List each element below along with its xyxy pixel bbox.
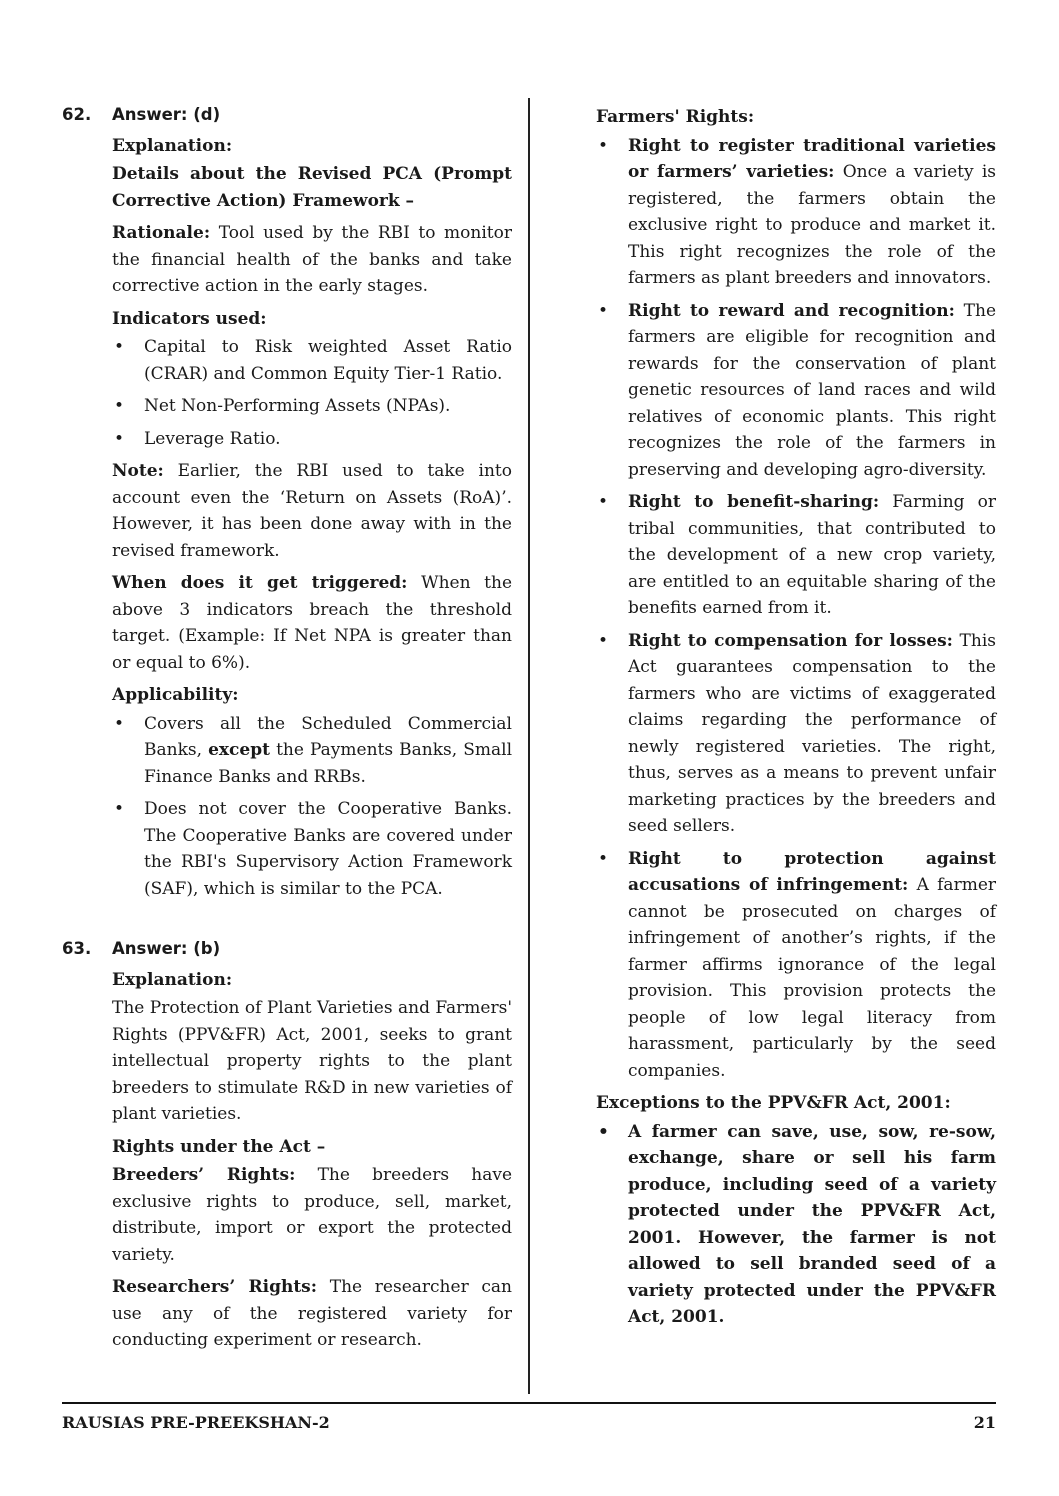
rationale-text: Tool used by the RBI to monitor the financial health of the banks and take corrective action in the early stages. xyxy=(112,223,512,296)
list-item xyxy=(596,298,996,484)
note-text: Earlier, the RBI used to take into account even the ‘Return on Assets (RoA)’. However, it has been done away with in the revised framework. xyxy=(112,461,512,561)
breeders-paragraph xyxy=(112,1162,512,1268)
list-item xyxy=(596,133,996,292)
right-label: Right to protection against accusations of infringement: xyxy=(628,848,996,895)
column-divider xyxy=(528,98,530,1394)
breeders-text: The breeders have exclusive rights to produce, sell, market, distribute, import or export the protected variety. xyxy=(112,1165,513,1265)
list-item: • A farmer can save, use, sow, re-sow, exchange, share or sell his farm produce, including seed of a variety protected under the PPV&FR Act, 2001. However, the farmer is not allowed to sell branded seed of a variety protected under the PPV&FR Act, 2001. xyxy=(596,1119,996,1331)
list-item: • Net Non-Performing Assets (NPAs). xyxy=(112,393,512,420)
exceptions-list xyxy=(596,1119,996,1331)
applicability-list xyxy=(112,711,512,903)
right-text: Once a variety is registered, the farmers obtain the exclusive right to produce and market it. This right recognizes the role of the farmers as plant breeders and innovators. xyxy=(628,162,997,288)
right-label: Right to register traditional varieties or farmers’ varieties: xyxy=(628,135,996,182)
q62-title: Details about the Revised PCA (Prompt Corrective Action) Framework – xyxy=(112,164,512,211)
q62-header xyxy=(62,102,512,129)
trigger-text: When the above 3 indicators breach the threshold target. (Example: If Net NPA is greater than or equal to 6%). xyxy=(112,573,513,673)
explanation-label: Explanation: xyxy=(112,135,233,156)
right-label: Right to compensation for losses: xyxy=(628,630,953,651)
exceptions-heading: Exceptions to the PPV&FR Act, 2001: xyxy=(596,1093,951,1113)
question-number: 63. xyxy=(62,939,92,958)
app1-pre: Covers all the Scheduled Commercial Banks, xyxy=(144,713,512,760)
q63-body xyxy=(112,967,512,1354)
breeders-label: Breeders’ Rights: xyxy=(112,1165,296,1185)
researchers-label: Researchers’ Rights: xyxy=(112,1277,318,1297)
q63-header xyxy=(62,936,512,963)
trigger-paragraph xyxy=(112,570,512,676)
list-item: • Does not cover the Cooperative Banks. The Cooperative Banks are covered under the RBI's Supervisory Action Framework (SAF), which is similar to the PCA. xyxy=(112,796,512,902)
q62-body xyxy=(112,133,512,903)
right-text: Farming or tribal communities, that contributed to the development of a new crop variety, are entitled to an equitable sharing of the benefits earned from it. xyxy=(628,492,997,618)
list-item: • Capital to Risk weighted Asset Ratio (CRAR) and Common Equity Tier-1 Ratio. xyxy=(112,334,512,387)
explanation-label: Explanation: xyxy=(112,969,233,990)
right-text: The farmers are eligible for recognition and rewards for the conservation of plant genetic resources of land races and wild relatives of economic plants. This right recognizes the role of the farmers in preserving and developing agro-diversity. xyxy=(628,300,997,480)
right-text: This Act guarantees compensation to the farmers who are victims of exaggerated claims regarding the performance of newly registered varieties. The right, thus, serves as a means to prevent unfair marketing practices by the breeders and seed sellers. xyxy=(628,630,996,836)
indicators-heading: Indicators used: xyxy=(112,308,267,329)
footer-rule xyxy=(62,1402,996,1404)
list-item xyxy=(596,628,996,840)
rationale-paragraph xyxy=(112,220,512,300)
list-item xyxy=(596,846,996,1085)
app1-bold: except xyxy=(208,740,270,760)
right-column xyxy=(596,100,996,1337)
list-item: • Leverage Ratio. xyxy=(112,426,512,453)
left-column xyxy=(62,100,512,1360)
answer-label: Answer: (b) xyxy=(112,939,221,958)
list-item xyxy=(112,711,512,791)
right-label: Right to reward and recognition: xyxy=(628,300,955,321)
rights-heading: Rights under the Act – xyxy=(112,1136,326,1157)
applicability-heading: Applicability: xyxy=(112,685,239,705)
rationale-label: Rationale: xyxy=(112,223,211,243)
indicators-list xyxy=(112,334,512,452)
note-label: Note: xyxy=(112,461,164,481)
footer-title: RAUSIAS PRE-PREEKSHAN-2 xyxy=(62,1413,330,1432)
researchers-paragraph xyxy=(112,1274,512,1354)
farmers-heading: Farmers' Rights: xyxy=(596,107,755,127)
right-label: Right to benefit-sharing: xyxy=(628,492,880,512)
q63-intro: The Protection of Plant Varieties and Farmers' Rights (PPV&FR) Act, 2001, seeks to grant intellectual property rights to the plant breeders to stimulate R&D in new varieties of plant varieties. xyxy=(112,998,512,1124)
trigger-label: When does it get triggered: xyxy=(112,573,408,593)
right-text: A farmer cannot be prosecuted on charges of infringement of another’s rights, if the farmer affirms ignorance of the legal provision. This provision protects the people of low legal literacy from harassment, particularly by the seed companies. xyxy=(628,875,997,1081)
question-number: 62. xyxy=(62,105,92,124)
list-item xyxy=(596,489,996,622)
page-number: 21 xyxy=(973,1413,996,1432)
farmers-rights-list xyxy=(596,133,996,1085)
app1-post: the Payments Banks, Small Finance Banks and RRBs. xyxy=(144,740,513,787)
answer-label: Answer: (d) xyxy=(112,105,221,124)
note-paragraph xyxy=(112,458,512,564)
researchers-text: The researcher can use any of the registered variety for conducting experiment or research. xyxy=(112,1277,513,1350)
